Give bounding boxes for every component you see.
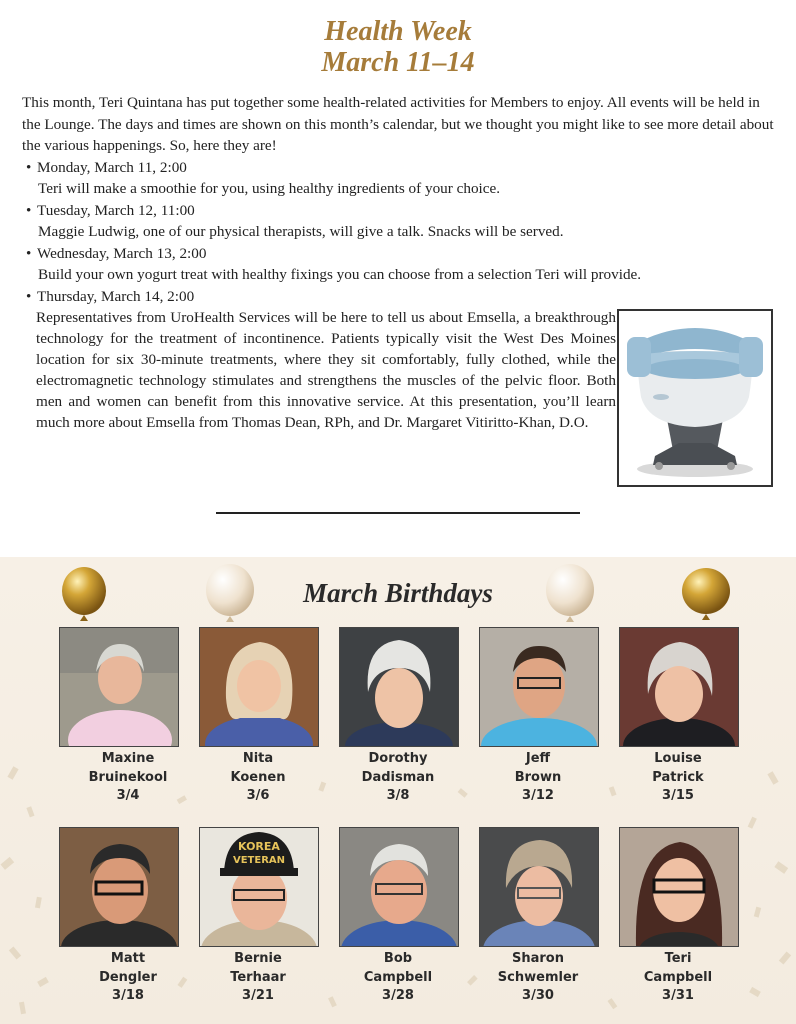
birthday-date: 3/8 bbox=[386, 788, 410, 803]
event-heading-tuesday bbox=[26, 200, 195, 221]
portrait-bernie-terhaar bbox=[199, 827, 319, 947]
portrait-nita-koenen bbox=[199, 627, 319, 747]
portrait-matt-dengler bbox=[59, 827, 179, 947]
portrait-teri-campbell bbox=[619, 827, 739, 947]
page-subtitle-dates: March 11–14 bbox=[321, 47, 475, 78]
first-name: Bernie bbox=[234, 951, 282, 966]
birthday-date: 3/21 bbox=[242, 988, 274, 1003]
person-name-nita bbox=[178, 750, 338, 806]
event-heading-text: Wednesday, March 13, 2:00 bbox=[37, 245, 207, 262]
cap-text-korea: KOREA bbox=[238, 840, 280, 853]
portrait-sharon-schwemler bbox=[479, 827, 599, 947]
section-divider bbox=[216, 512, 580, 514]
event-heading-wednesday bbox=[26, 243, 206, 264]
birthday-date: 3/31 bbox=[662, 988, 694, 1003]
portrait-jeff-brown bbox=[479, 627, 599, 747]
first-name: Matt bbox=[110, 951, 146, 966]
birthday-date: 3/30 bbox=[522, 988, 554, 1003]
birthday-date: 3/4 bbox=[116, 788, 140, 803]
last-name: Bruinekool bbox=[88, 769, 168, 785]
first-name: Dorothy bbox=[368, 751, 428, 766]
birthdays-title: March Birthdays bbox=[303, 578, 493, 608]
birthday-date: 3/28 bbox=[382, 988, 414, 1003]
event-heading-monday bbox=[26, 157, 187, 178]
first-name: Bob bbox=[383, 951, 413, 966]
event-heading-thursday bbox=[26, 286, 194, 307]
bullet: • bbox=[26, 288, 32, 305]
last-name: Terhaar bbox=[230, 969, 286, 985]
gold-balloon-icon bbox=[58, 565, 114, 625]
chair-illustration bbox=[619, 311, 771, 485]
event-description-monday: Teri will make a smoothie for you, using healthy ingredients of your choice. bbox=[38, 180, 501, 197]
bullet: • bbox=[26, 159, 32, 176]
portrait-maxine-bruinekool bbox=[59, 627, 179, 747]
pearl-balloon-icon bbox=[200, 562, 260, 624]
portrait-louise-patrick bbox=[619, 627, 739, 747]
page-title: Health Week bbox=[324, 16, 472, 47]
birthday-date: 3/6 bbox=[246, 788, 270, 803]
person-name-bernie bbox=[178, 950, 338, 1006]
bullet: • bbox=[26, 202, 32, 219]
birthday-date: 3/18 bbox=[112, 988, 144, 1003]
gold-balloon-icon bbox=[678, 565, 738, 625]
person-name-sharon bbox=[458, 950, 618, 1006]
person-name-jeff bbox=[458, 750, 618, 806]
last-name: Koenen bbox=[230, 769, 286, 785]
emsella-chair-photo bbox=[617, 309, 773, 487]
first-name: Nita bbox=[242, 751, 274, 766]
last-name: Dengler bbox=[99, 969, 157, 985]
first-name: Jeff bbox=[525, 751, 551, 766]
intro-paragraph: This month, Teri Quintana has put together some health-related activities for Members to enjoy. All events will be held in the Lounge. The days and times are shown on this month’s calendar, but we thought you might like to see more detail about the various happenings. So, here they are! bbox=[22, 94, 774, 154]
event-heading-text: Monday, March 11, 2:00 bbox=[37, 159, 187, 176]
person-name-bob bbox=[318, 950, 478, 1006]
person-name-dorothy bbox=[318, 750, 478, 806]
event-heading-text: Thursday, March 14, 2:00 bbox=[37, 288, 195, 305]
last-name: Schwemler bbox=[497, 969, 579, 985]
first-name: Sharon bbox=[512, 951, 564, 966]
event-description-thursday: Representatives from UroHealth Services will be here to tell us about Emsella, a breakthrough technology for the treatment of incontinence. Patients typically visit the West Des Moines location for six 30-minute treatments, where they sit comfortably, fully clothed, while the electromagnetic technology stimulates and strengthens the muscles of the pelvic floor. Both men and women can benefit from this innovative service. At this presentation, you’ll learn much more about Emsella from Thomas Dean, RPh, and Dr. Margaret Vitiritto-Khan, D.O. bbox=[36, 309, 616, 431]
first-name: Louise bbox=[654, 751, 702, 766]
first-name: Maxine bbox=[101, 751, 155, 766]
pearl-balloon-icon bbox=[540, 562, 600, 624]
birthday-date: 3/12 bbox=[522, 788, 554, 803]
portrait-dorothy-dadisman bbox=[339, 627, 459, 747]
portrait-bob-campbell bbox=[339, 827, 459, 947]
last-name: Dadisman bbox=[361, 769, 435, 785]
event-heading-text: Tuesday, March 12, 11:00 bbox=[37, 202, 195, 219]
last-name: Campbell bbox=[363, 969, 433, 985]
event-description-tuesday: Maggie Ludwig, one of our physical therapists, will give a talk. Snacks will be served. bbox=[38, 223, 564, 240]
cap-text-veteran: VETERAN bbox=[232, 855, 286, 866]
event-description-wednesday: Build your own yogurt treat with healthy fixings you can choose from a selection Teri will provide. bbox=[38, 266, 642, 283]
person-name-louise bbox=[598, 750, 758, 806]
first-name: Teri bbox=[664, 951, 692, 966]
bullet: • bbox=[26, 245, 32, 262]
last-name: Patrick bbox=[652, 769, 704, 785]
last-name: Campbell bbox=[643, 969, 713, 985]
person-name-teri bbox=[598, 950, 758, 1006]
last-name: Brown bbox=[514, 769, 562, 785]
birthday-date: 3/15 bbox=[662, 788, 694, 803]
